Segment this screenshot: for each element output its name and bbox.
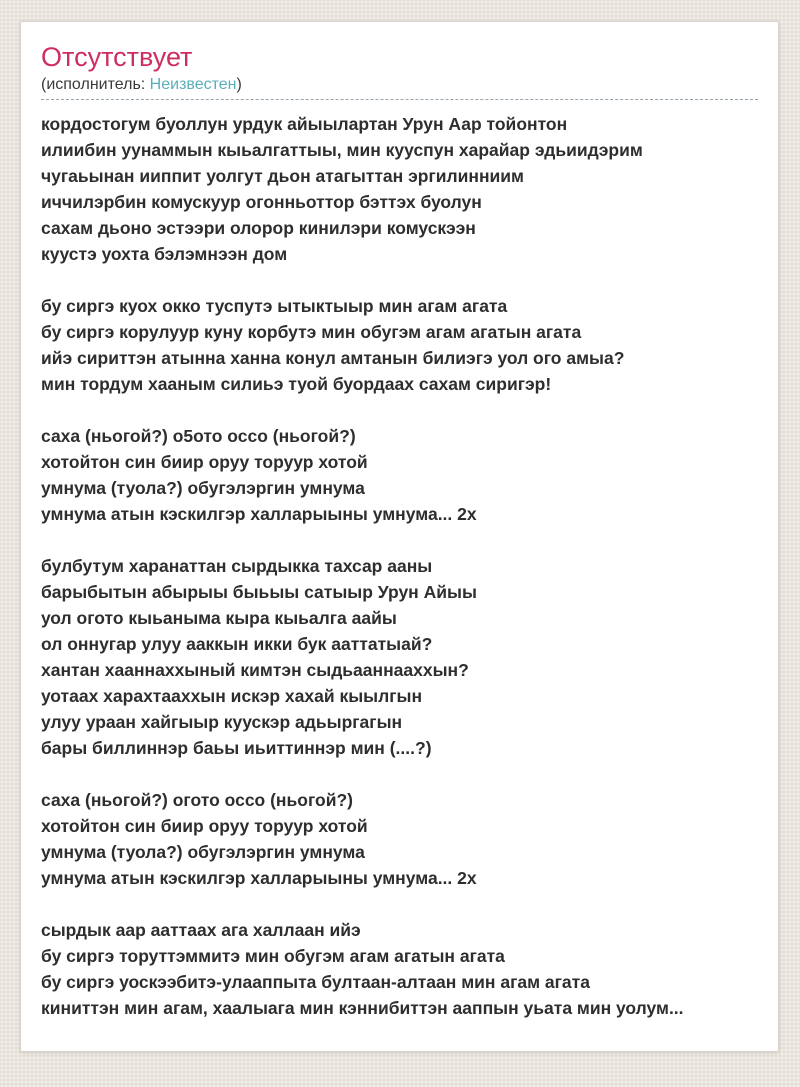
- lyric-line: саха (ньогой?) о5ото оссо (ньогой?): [41, 426, 356, 447]
- lyric-line: ол оннугар улуу ааккын икки бук ааттатыай?: [41, 634, 433, 655]
- artist-line: [41, 75, 758, 94]
- stanza: [41, 553, 758, 761]
- lyric-line: чугаьынан ииппит уолгут дьон атагыттан эргилинниим: [41, 166, 524, 187]
- lyric-line: бу сиргэ корулуур куну корбутэ мин обугэм агам агатын агата: [41, 322, 582, 343]
- lyric-line: илиибин уунаммын кыьалгаттыы, мин кууспун харайар эдьиидэрим: [41, 140, 643, 161]
- lyric-line: иччилэрбин комускуур огонньоттор бэттэх буолун: [41, 192, 482, 213]
- lyric-line: уол огото кыьаныма кыра кыьалга аайы: [41, 608, 397, 629]
- lyrics-text: [41, 111, 758, 1021]
- lyric-line: сахам дьоно эстээри олорор кинилэри комускээн: [41, 218, 476, 239]
- lyric-line: бу сиргэ уоскээбитэ-улааппыта бултаан-алтаан мин агам агата: [41, 972, 590, 993]
- lyric-line: улуу ураан хайгыыр куускэр адьыргагын: [41, 712, 403, 733]
- lyric-line: умнума атын кэскилгэр халларыыны умнума... 2х: [41, 868, 477, 889]
- lyric-line: киниттэн мин агам, хаалыага мин кэннибиттэн ааппын уьата мин уолум...: [41, 998, 684, 1019]
- stanza: [41, 787, 758, 891]
- song-title: Отсутствует: [41, 42, 193, 72]
- artist-label: (исполнитель:: [41, 76, 150, 94]
- stanza: [41, 111, 758, 267]
- lyric-line: саха (ньогой?) огото оссо (ньогой?): [41, 790, 353, 811]
- artist-label-close: ): [236, 76, 242, 94]
- lyric-line: хотойтон син биир оруу торуур хотой: [41, 452, 368, 473]
- stanza: [41, 293, 758, 397]
- stanza: [41, 917, 758, 1021]
- lyric-line: сырдык аар ааттаах ага халлаан ийэ: [41, 920, 361, 941]
- stanza: [41, 423, 758, 527]
- artist-link[interactable]: Неизвестен: [149, 76, 237, 94]
- lyric-line: хотойтон син биир оруу торуур хотой: [41, 816, 368, 837]
- lyric-line: хантан хааннаххыный кимтэн сыдьааннааххын?: [41, 660, 469, 681]
- lyric-line: умнума (туола?) обугэлэргин умнума: [41, 842, 365, 863]
- lyric-line: кордостогум буоллун урдук айыылартан Урун Аар тойонтон: [41, 114, 568, 135]
- lyric-line: бары биллиннэр баьы иьиттиннэр мин (....?): [41, 738, 432, 759]
- lyric-line: бу сиргэ торуттэммитэ мин обугэм агам агатын агата: [41, 946, 505, 967]
- lyric-line: уотаах харахтааххын искэр хахай кыылгын: [41, 686, 423, 707]
- lyric-line: булбутум харанаттан сырдыкка тахсар ааны: [41, 556, 433, 577]
- lyric-line: умнума (туола?) обугэлэргин умнума: [41, 478, 365, 499]
- lyric-line: куустэ уохта бэлэмнээн дом: [41, 244, 288, 265]
- lyric-line: барыбытын абырыы быьыы сатыыр Урун Айыы: [41, 582, 477, 603]
- lyric-line: мин тордум хааным силиьэ туой буордаах сахам сиригэр!: [41, 374, 552, 395]
- lyric-line: ийэ сириттэн атынна ханна конул амтанын билиэгэ уол ого амыа?: [41, 348, 625, 369]
- lyric-line: умнума атын кэскилгэр халларыыны умнума... 2х: [41, 504, 477, 525]
- lyrics-card: [20, 21, 779, 1052]
- song-header: [41, 42, 758, 100]
- lyric-line: бу сиргэ куох окко туспутэ ытыктыыр мин агам агата: [41, 296, 508, 317]
